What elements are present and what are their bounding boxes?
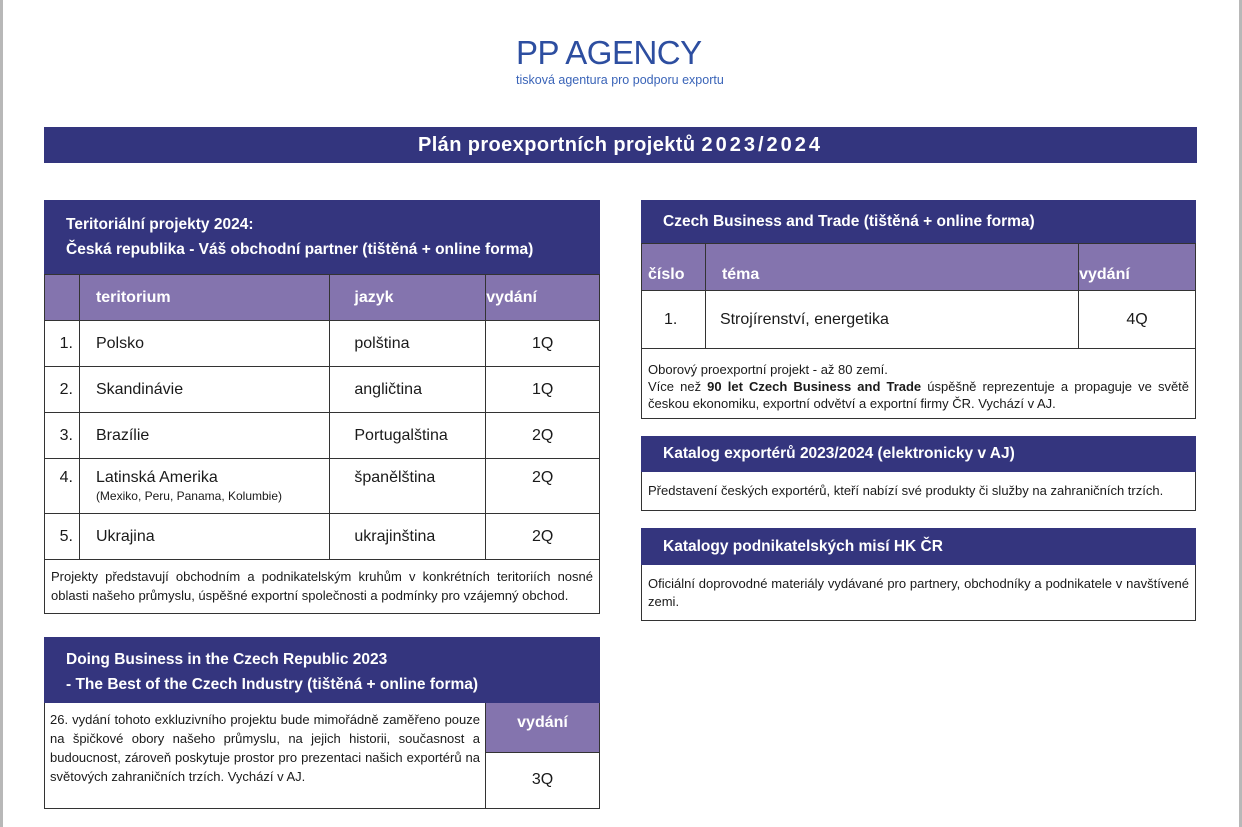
- page-title-banner: [44, 127, 1197, 163]
- row-number: 3.: [45, 413, 80, 459]
- column-header-language: jazyk: [330, 275, 486, 321]
- column-header-number: [45, 275, 80, 321]
- doing-business-issue-value: 3Q: [531, 771, 554, 788]
- row-number: 4.: [45, 459, 80, 514]
- page-border-left: [0, 0, 3, 827]
- column-header-number: číslo: [642, 244, 706, 291]
- business-missions-header: Katalogy podnikatelských misí HK ČR: [641, 528, 1196, 565]
- cbt-note-line2: [648, 378, 1189, 412]
- czech-business-trade-header: Czech Business and Trade (tištěná + online forma): [641, 200, 1196, 243]
- logo-brand: PP AGENCY: [516, 34, 702, 71]
- territorial-projects-section: [44, 200, 600, 614]
- territorial-title-line2: Česká republika - Váš obchodní partner (tištěná + online forma): [66, 241, 534, 258]
- column-header-issue: vydání: [486, 275, 600, 321]
- territorial-title-line1: Teritoriální projekty 2024:: [66, 216, 254, 233]
- row-issue: 2Q: [486, 459, 600, 514]
- row-issue: 2Q: [486, 413, 600, 459]
- table-row: [642, 291, 1196, 349]
- table-row: [45, 459, 600, 514]
- exporters-catalog-description: Představení českých exportérů, kteří nabízí své produkty či služby na zahraničních trzích.: [641, 472, 1196, 511]
- row-territory: Latinská Amerika: [95, 469, 218, 486]
- doing-business-issue-label: vydání: [486, 703, 599, 753]
- row-territory-note: (Mexiko, Peru, Panama, Kolumbie): [95, 489, 283, 503]
- row-territory: Ukrajina: [79, 514, 329, 560]
- cbt-note-post: úspěšně reprezentuje a propaguje ve světě českou ekonomiku, exportní odvětví a exportní firmy ČR. Vychází v AJ.: [648, 379, 1190, 411]
- doing-business-body: [44, 703, 600, 809]
- row-issue: 1Q: [486, 321, 600, 367]
- territorial-description: Projekty představují obchodním a podnikatelským kruhům v konkrétních teritoriích nosné oblasti našeho průmyslu, úspěšné exportní společnosti a podmínky pro vzájemný obchod.: [44, 560, 600, 614]
- row-issue: 2Q: [486, 514, 600, 560]
- column-header-issue: vydání: [1079, 244, 1196, 291]
- row-territory: Brazílie: [79, 413, 329, 459]
- territorial-projects-header: [44, 200, 600, 274]
- row-number: 1.: [642, 291, 706, 349]
- row-language: ukrajinština: [330, 514, 486, 560]
- company-logo: [516, 34, 731, 87]
- cbt-note-bold: 90 let Czech Business and Trade: [707, 379, 922, 394]
- row-language: Portugalština: [330, 413, 486, 459]
- table-row: [45, 367, 600, 413]
- doing-business-description: 26. vydání tohoto exkluzivního projektu bude mimořádně zaměřeno pouze na špičkové obory našeho průmyslu, na jejich historii, současnost a budoucnost, zároveň poskytuje prostor pro prezentaci našich exportérů na světových zahraničních trzích. Vychází v AJ.: [45, 703, 486, 808]
- row-language: španělština: [330, 459, 486, 514]
- row-territory-cell: [79, 459, 329, 514]
- logo-tagline: tisková agentura pro podporu exportu: [516, 73, 724, 87]
- row-number: 5.: [45, 514, 80, 560]
- table-row: [45, 514, 600, 560]
- cbt-note-pre: Více než: [648, 379, 708, 394]
- table-row: [45, 321, 600, 367]
- business-missions-section: [641, 528, 1196, 621]
- doing-business-title-line2: - The Best of the Czech Industry (tištěná + online forma): [66, 676, 479, 693]
- row-territory: Polsko: [79, 321, 329, 367]
- doing-business-header: [44, 637, 600, 703]
- table-header-row: [642, 244, 1196, 291]
- page-title: Plán proexportních projektů: [417, 134, 696, 156]
- page-title-years: 2023/2024: [701, 134, 824, 156]
- row-number: 1.: [45, 321, 80, 367]
- row-issue: 1Q: [486, 367, 600, 413]
- business-missions-description: Oficiální doprovodné materiály vydávané pro partnery, obchodníky a podnikatele v navštívené zemi.: [641, 565, 1196, 621]
- czech-business-trade-description: [641, 349, 1196, 419]
- doing-business-issue: [486, 703, 599, 808]
- exporters-catalog-header: Katalog exportérů 2023/2024 (elektronicky v AJ): [641, 436, 1196, 472]
- column-header-topic: téma: [705, 244, 1078, 291]
- doing-business-title-line1: Doing Business in the Czech Republic 2023: [66, 651, 388, 668]
- territorial-table: [44, 274, 600, 560]
- row-topic: Strojírenství, energetika: [705, 291, 1078, 349]
- row-territory: Skandinávie: [79, 367, 329, 413]
- czech-business-trade-table: [641, 243, 1196, 349]
- row-number: 2.: [45, 367, 80, 413]
- czech-business-trade-section: [641, 200, 1196, 419]
- exporters-catalog-section: [641, 436, 1196, 511]
- table-row: [45, 413, 600, 459]
- doing-business-section: [44, 637, 600, 809]
- column-header-territory: teritorium: [79, 275, 329, 321]
- cbt-note-line1: Oborový proexportní projekt - až 80 zemí.: [648, 362, 888, 377]
- row-language: angličtina: [330, 367, 486, 413]
- row-issue: 4Q: [1079, 291, 1196, 349]
- table-header-row: [45, 275, 600, 321]
- row-language: polština: [330, 321, 486, 367]
